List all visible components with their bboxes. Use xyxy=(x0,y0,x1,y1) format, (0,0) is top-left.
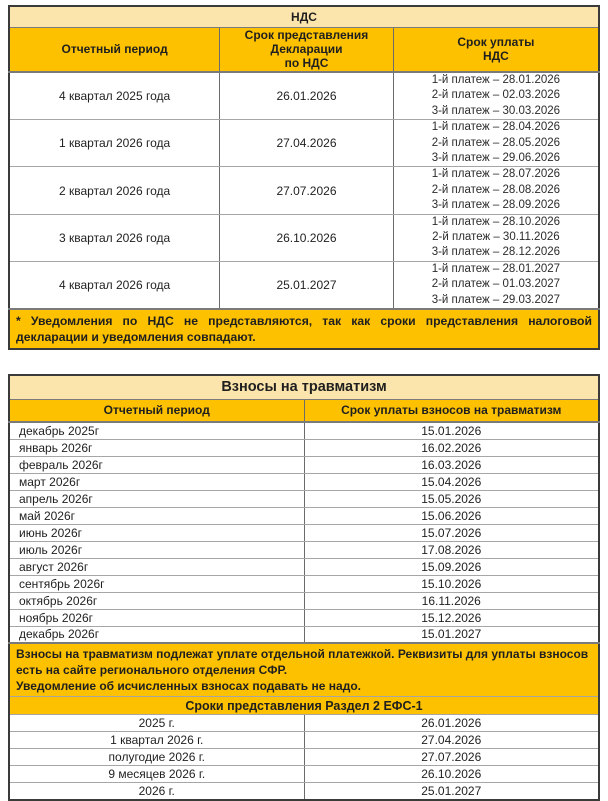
nds-declaration-date-cell: 27.04.2026 xyxy=(220,120,394,167)
trauma-due-cell: 15.04.2026 xyxy=(304,473,599,490)
trauma-period-cell: ноябрь 2026г xyxy=(9,609,304,626)
header-line: Срок уплаты xyxy=(457,35,535,50)
trauma-due-cell: 15.07.2026 xyxy=(304,524,599,541)
header-line: Декларации xyxy=(270,42,343,57)
trauma-table-row xyxy=(9,558,599,575)
trauma-table-row xyxy=(9,609,599,626)
payment-line: 2-й платеж – 28.05.2026 xyxy=(431,136,561,149)
nds-payments-cell xyxy=(393,72,599,120)
nds-table xyxy=(8,5,600,350)
nds-period-cell: 4 квартал 2025 года xyxy=(9,72,220,120)
trauma-period-cell: апрель 2026г xyxy=(9,490,304,507)
payment-line: 3-й платеж – 29.03.2027 xyxy=(431,293,561,306)
efs-table-row xyxy=(9,732,599,749)
trauma-due-cell: 15.09.2026 xyxy=(304,558,599,575)
trauma-table-row xyxy=(9,541,599,558)
efs-due-cell: 27.07.2026 xyxy=(304,749,599,766)
trauma-period-cell: август 2026г xyxy=(9,558,304,575)
nds-header-payment xyxy=(393,27,599,72)
efs-period-cell: 9 месяцев 2026 г. xyxy=(9,766,304,783)
efs-due-cell: 26.10.2026 xyxy=(304,766,599,783)
nds-table-title: НДС xyxy=(9,6,599,27)
efs-period-cell: 1 квартал 2026 г. xyxy=(9,732,304,749)
payment-line: 3-й платеж – 28.12.2026 xyxy=(431,246,561,259)
nds-period-cell: 3 квартал 2026 года xyxy=(9,214,220,261)
payment-line: 2-й платеж – 28.08.2026 xyxy=(431,183,561,196)
nds-period-cell: 4 квартал 2026 года xyxy=(9,261,220,309)
trauma-due-cell: 15.05.2026 xyxy=(304,490,599,507)
trauma-table-row xyxy=(9,575,599,592)
nds-period-cell: 2 квартал 2026 года xyxy=(9,167,220,214)
trauma-title-row xyxy=(9,375,599,399)
trauma-due-cell: 16.11.2026 xyxy=(304,592,599,609)
trauma-period-cell: сентябрь 2026г xyxy=(9,575,304,592)
efs-section-title: Сроки представления Раздел 2 ЕФС-1 xyxy=(9,697,599,715)
payment-line: 3-й платеж – 30.03.2026 xyxy=(431,104,561,117)
nds-title-row xyxy=(9,6,599,27)
nds-declaration-date-cell: 27.07.2026 xyxy=(220,167,394,214)
efs-period-cell: полугодие 2026 г. xyxy=(9,749,304,766)
nds-header-declaration xyxy=(220,27,394,72)
efs-table-row xyxy=(9,783,599,800)
trauma-period-cell: февраль 2026г xyxy=(9,456,304,473)
trauma-period-cell: май 2026г xyxy=(9,507,304,524)
trauma-table-row xyxy=(9,592,599,609)
trauma-due-cell: 15.06.2026 xyxy=(304,507,599,524)
trauma-period-cell: декабрь 2025г xyxy=(9,422,304,439)
nds-header-row xyxy=(9,27,599,72)
payment-line: 1-й платеж – 28.10.2026 xyxy=(431,215,561,228)
nds-footnote-row xyxy=(9,309,599,349)
trauma-period-cell: декабрь 2026г xyxy=(9,626,304,643)
payment-line: 3-й платеж – 28.09.2026 xyxy=(431,199,561,212)
trauma-table xyxy=(8,374,600,801)
trauma-table-title: Взносы на травматизм xyxy=(9,375,599,399)
payment-line: 1-й платеж – 28.01.2026 xyxy=(431,74,561,86)
trauma-table-row xyxy=(9,422,599,439)
trauma-period-cell: июнь 2026г xyxy=(9,524,304,541)
nds-payments-cell xyxy=(393,167,599,214)
trauma-header-row xyxy=(9,399,599,422)
trauma-note-line: Взносы на травматизм подлежат уплате отдельной платежкой. Реквизиты для уплаты взносов есть на сайте регионального отделения СФР. xyxy=(16,647,589,678)
trauma-table-row xyxy=(9,490,599,507)
trauma-period-cell: октябрь 2026г xyxy=(9,592,304,609)
efs-table-row xyxy=(9,766,599,783)
trauma-note xyxy=(9,643,599,697)
payment-line: 2-й платеж – 30.11.2026 xyxy=(432,231,560,244)
trauma-table-row xyxy=(9,456,599,473)
trauma-period-cell: март 2026г xyxy=(9,473,304,490)
trauma-table-row xyxy=(9,524,599,541)
efs-due-cell: 25.01.2027 xyxy=(304,783,599,800)
nds-payments-cell xyxy=(393,261,599,309)
efs-due-cell: 26.01.2026 xyxy=(304,715,599,732)
trauma-table-row xyxy=(9,439,599,456)
efs-period-cell: 2026 г. xyxy=(9,783,304,800)
trauma-table-row xyxy=(9,626,599,643)
nds-table-row xyxy=(9,167,599,214)
payment-line: 2-й платеж – 02.03.2026 xyxy=(431,89,561,102)
header-line: по НДС xyxy=(284,56,329,71)
payment-line: 1-й платеж – 28.04.2026 xyxy=(431,121,561,134)
efs-table-row xyxy=(9,749,599,766)
trauma-note-line: Уведомление об исчисленных взносах подавать не надо. xyxy=(16,679,361,694)
trauma-period-cell: июль 2026г xyxy=(9,541,304,558)
trauma-note-row xyxy=(9,643,599,697)
trauma-header-due: Срок уплаты взносов на травматизм xyxy=(304,399,599,422)
efs-period-cell: 2025 г. xyxy=(9,715,304,732)
efs-header-row xyxy=(9,697,599,715)
trauma-period-cell: январь 2026г xyxy=(9,439,304,456)
nds-header-period: Отчетный период xyxy=(9,27,220,72)
header-line: Срок представления xyxy=(244,28,369,43)
trauma-due-cell: 15.01.2027 xyxy=(304,626,599,643)
header-line: НДС xyxy=(482,49,509,64)
trauma-due-cell: 17.08.2026 xyxy=(304,541,599,558)
payment-line: 2-й платеж – 01.03.2027 xyxy=(431,278,561,291)
nds-footnote: * Уведомления по НДС не представляются, так как сроки представления налоговой декларации и уведомления совпадают. xyxy=(9,309,599,349)
nds-declaration-date-cell: 25.01.2027 xyxy=(220,261,394,309)
nds-table-row xyxy=(9,261,599,309)
nds-declaration-date-cell: 26.10.2026 xyxy=(220,214,394,261)
trauma-due-cell: 15.12.2026 xyxy=(304,609,599,626)
efs-table-row xyxy=(9,715,599,732)
trauma-due-cell: 16.02.2026 xyxy=(304,439,599,456)
nds-declaration-date-cell: 26.01.2026 xyxy=(220,72,394,120)
nds-payments-cell xyxy=(393,120,599,167)
nds-payments-cell xyxy=(393,214,599,261)
trauma-table-row xyxy=(9,507,599,524)
nds-table-row xyxy=(9,214,599,261)
efs-due-cell: 27.04.2026 xyxy=(304,732,599,749)
trauma-header-period: Отчетный период xyxy=(9,399,304,422)
nds-period-cell: 1 квартал 2026 года xyxy=(9,120,220,167)
trauma-due-cell: 16.03.2026 xyxy=(304,456,599,473)
nds-table-row xyxy=(9,72,599,120)
trauma-due-cell: 15.10.2026 xyxy=(304,575,599,592)
payment-line: 1-й платеж – 28.07.2026 xyxy=(431,168,561,181)
payment-line: 3-й платеж – 29.06.2026 xyxy=(431,152,561,165)
trauma-due-cell: 15.01.2026 xyxy=(304,422,599,439)
trauma-table-row xyxy=(9,473,599,490)
payment-line: 1-й платеж – 28.01.2027 xyxy=(431,262,561,275)
nds-table-row xyxy=(9,120,599,167)
